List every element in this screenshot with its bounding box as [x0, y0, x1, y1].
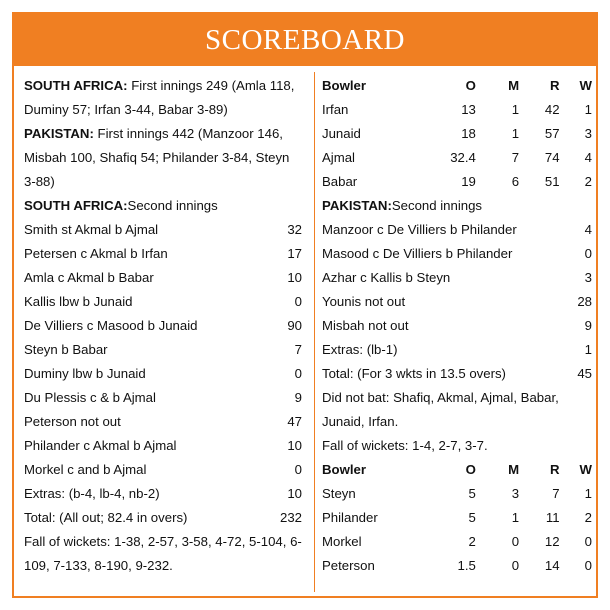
- batting-row: [322, 314, 592, 338]
- batter-name: Masood c De Villiers b Philander: [322, 246, 513, 261]
- bowling-figure: 11: [545, 510, 560, 525]
- bowling-figure: 0: [511, 534, 520, 549]
- sa-batting-list: [24, 218, 302, 530]
- bowler-name: Morkel: [322, 534, 362, 549]
- pak-batting-list: [322, 218, 592, 386]
- team-name: PAKISTAN:: [322, 198, 392, 213]
- bowling-figure: 32.4: [450, 150, 476, 165]
- right-column: [322, 74, 592, 578]
- bowling-header-cell: Bowler: [322, 462, 366, 477]
- batter-name: Du Plessis c & b Ajmal: [24, 390, 156, 405]
- batting-row: [24, 266, 302, 290]
- bowling-header-cell: W: [579, 78, 592, 93]
- batting-row: [24, 314, 302, 338]
- bowling-figure: 14: [544, 558, 560, 573]
- scoreboard-panel: [12, 12, 598, 598]
- batter-runs: 17: [287, 246, 302, 261]
- bowling-header-cell: M: [508, 78, 520, 93]
- batter-runs: 0: [294, 462, 302, 477]
- batter-runs: 47: [287, 414, 302, 429]
- bowling-row: [322, 554, 592, 578]
- bowling-figure: 0: [584, 534, 592, 549]
- scoreboard-title: SCOREBOARD: [14, 14, 596, 66]
- batting-row: [24, 410, 302, 434]
- batting-row: [24, 434, 302, 458]
- bowling-figure: 1: [584, 102, 592, 117]
- pak-fall-of-wickets: Fall of wickets: 1-4, 2-7, 3-7.: [322, 438, 488, 453]
- left-column: [24, 74, 302, 578]
- bowling-figure: 19: [461, 174, 476, 189]
- bowling-figure: 1.5: [457, 558, 476, 573]
- batting-row: [322, 266, 592, 290]
- pak-first-innings: [24, 122, 302, 194]
- bowling-figure: 5: [468, 510, 476, 525]
- bowling-figure: 7: [511, 150, 520, 165]
- pak-second-innings-heading: [322, 194, 592, 218]
- batting-row: [24, 386, 302, 410]
- batter-runs: 4: [584, 222, 592, 237]
- bowling-figure: 3: [511, 486, 520, 501]
- bowling-header-cell: W: [579, 462, 592, 477]
- bowling-row: [322, 146, 592, 170]
- batter-runs: 9: [584, 318, 592, 333]
- batter-runs: 10: [287, 270, 302, 285]
- batting-row: [24, 458, 302, 482]
- batter-name: Total: (All out; 82.4 in overs): [24, 510, 188, 525]
- innings-summary: First innings 442 (Manzoor 146, Misbah 100, Shafiq 54; Philander 3-84, Steyn 3-88): [24, 126, 290, 189]
- bowling-row: [322, 530, 592, 554]
- team-name: SOUTH AFRICA:: [24, 198, 128, 213]
- bowling-figure: 2: [584, 174, 592, 189]
- bowling-header-cell: R: [550, 462, 560, 477]
- batter-runs: 28: [577, 294, 592, 309]
- sa-first-innings: [24, 74, 302, 122]
- batter-name: Younis not out: [322, 294, 406, 309]
- batter-name: Morkel c and b Ajmal: [24, 462, 147, 477]
- batter-name: Kallis lbw b Junaid: [24, 294, 133, 309]
- bowling-header-cell: O: [465, 78, 476, 93]
- bowling-figure: 51: [544, 174, 560, 189]
- bowling-figure: 2: [584, 510, 592, 525]
- batter-runs: 0: [294, 366, 302, 381]
- bowling-figure: 0: [511, 558, 520, 573]
- column-divider: [314, 72, 315, 592]
- bowling-figure: 1: [511, 126, 520, 141]
- batting-row: [24, 482, 302, 506]
- bowling-header-cell: M: [508, 462, 520, 477]
- bowling-figure: 42: [544, 102, 560, 117]
- batter-name: Smith st Akmal b Ajmal: [24, 222, 159, 237]
- batter-name: Peterson not out: [24, 414, 121, 429]
- bowling-figure: 5: [468, 486, 476, 501]
- batting-row: [322, 338, 592, 362]
- innings-label: Second innings: [391, 198, 483, 213]
- bowling-figure: 1: [511, 510, 520, 525]
- bowler-name: Philander: [322, 510, 378, 525]
- batter-runs: 1: [584, 342, 592, 357]
- batter-runs: 90: [287, 318, 302, 333]
- batting-row: [322, 290, 592, 314]
- batter-name: Amla c Akmal b Babar: [24, 270, 154, 285]
- batting-row: [322, 218, 592, 242]
- bowling-figure: 2: [468, 534, 476, 549]
- bowling-header-cell: R: [550, 78, 560, 93]
- batting-row: [24, 242, 302, 266]
- bowling-row: [322, 170, 592, 194]
- bowler-name: Irfan: [322, 102, 349, 117]
- bowling-figure: 1: [584, 486, 592, 501]
- batter-name: Manzoor c De Villiers b Philander: [322, 222, 517, 237]
- bowling-figure: 4: [584, 150, 592, 165]
- batter-runs: 3: [584, 270, 592, 285]
- batter-name: De Villiers c Masood b Junaid: [24, 318, 198, 333]
- batter-name: Azhar c Kallis b Steyn: [322, 270, 451, 285]
- batter-runs: 9: [294, 390, 302, 405]
- batting-row: [24, 218, 302, 242]
- bowling-figure: 0: [584, 558, 592, 573]
- batting-row: [24, 506, 302, 530]
- pak-second-bowling-table: [322, 458, 592, 578]
- batter-runs: 10: [287, 438, 302, 453]
- sa-second-innings-heading: [24, 194, 302, 218]
- batter-name: Steyn b Babar: [24, 342, 108, 357]
- batting-row: [24, 290, 302, 314]
- batter-name: Misbah not out: [322, 318, 409, 333]
- batter-name: Duminy lbw b Junaid: [24, 366, 146, 381]
- batter-runs: 32: [287, 222, 302, 237]
- bowling-header-cell: O: [465, 462, 476, 477]
- bowling-figure: 13: [461, 102, 476, 117]
- bowler-name: Ajmal: [322, 150, 355, 165]
- batter-runs: 232: [279, 510, 302, 525]
- batter-name: Total: (For 3 wkts in 13.5 overs): [322, 366, 506, 381]
- batting-row: [24, 362, 302, 386]
- sa-fall-of-wickets: Fall of wickets: 1-38, 2-57, 3-58, 4-72, 5-104, 6-109, 7-133, 8-190, 9-232.: [24, 534, 302, 573]
- batter-name: Philander c Akmal b Ajmal: [24, 438, 177, 453]
- bowling-row: [322, 122, 592, 146]
- bowling-figure: 6: [511, 174, 520, 189]
- bowling-row: [322, 482, 592, 506]
- did-not-bat: Did not bat: Shafiq, Akmal, Ajmal, Babar, Junaid, Irfan.: [322, 390, 559, 429]
- batter-runs: 0: [294, 294, 302, 309]
- bowler-name: Babar: [322, 174, 358, 189]
- team-name: SOUTH AFRICA:: [24, 78, 128, 93]
- sa-first-bowling-table: [322, 74, 592, 194]
- bowler-name: Steyn: [322, 486, 356, 501]
- bowling-row: [322, 98, 592, 122]
- batter-runs: 45: [577, 366, 592, 381]
- bowling-row: [322, 506, 592, 530]
- bowling-header-row: [322, 74, 592, 98]
- batter-name: Extras: (b-4, lb-4, nb-2): [24, 486, 160, 501]
- bowling-header-cell: Bowler: [322, 78, 366, 93]
- batter-runs: 10: [287, 486, 302, 501]
- bowling-figure: 18: [461, 126, 476, 141]
- bowler-name: Peterson: [322, 558, 375, 573]
- innings-label: Second innings: [127, 198, 218, 213]
- bowling-figure: 74: [544, 150, 560, 165]
- batting-row: [24, 338, 302, 362]
- batter-name: Extras: (lb-1): [322, 342, 398, 357]
- bowling-figure: 57: [544, 126, 560, 141]
- bowling-figure: 12: [544, 534, 560, 549]
- batter-runs: 7: [294, 342, 302, 357]
- batter-name: Petersen c Akmal b Irfan: [24, 246, 168, 261]
- bowling-figure: 1: [511, 102, 520, 117]
- team-name: PAKISTAN:: [24, 126, 94, 141]
- bowling-header-row: [322, 458, 592, 482]
- batter-runs: 0: [584, 246, 592, 261]
- bowling-figure: 3: [584, 126, 592, 141]
- innings-summary: First innings 249 (Amla 118, Duminy 57; Irfan 3-44, Babar 3-89): [24, 78, 295, 117]
- bowling-figure: 7: [552, 486, 560, 501]
- batting-row: [322, 242, 592, 266]
- bowler-name: Junaid: [322, 126, 361, 141]
- batting-row: [322, 362, 592, 386]
